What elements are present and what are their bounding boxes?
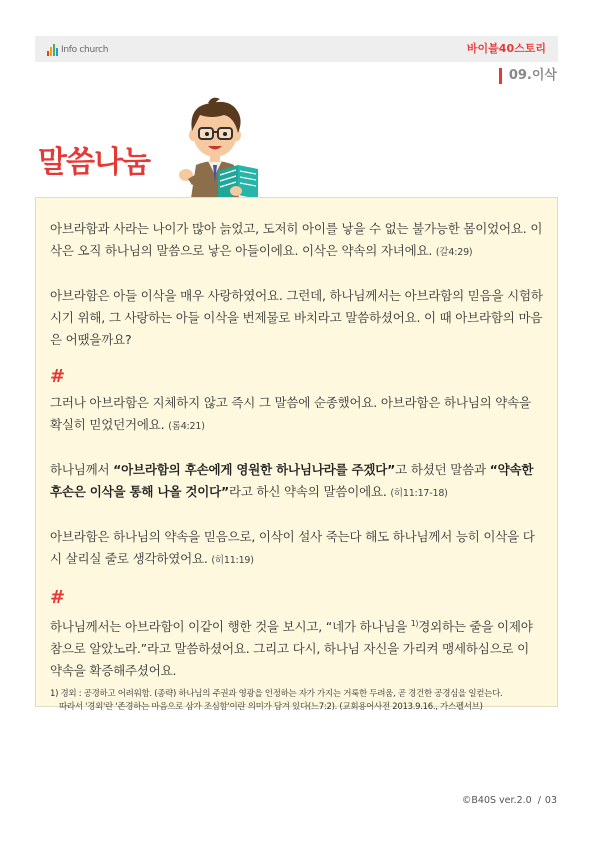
footnote-line-1: 1) 경외 : 공경하고 어려워함. (종략) 하나님의 주권과 영광을 인정하는 자가 가지는 거룩한 두려움, 곧 경건한 공경심을 일컫는다. <box>50 689 503 700</box>
boy-reading-book-illustration <box>168 95 263 205</box>
page-footer <box>462 795 557 806</box>
quote-promised-descendant: “약속한 후손은 이삭을 통해 나올 것이다” <box>50 462 534 499</box>
paragraph-2-text: 아브라함은 아들 이삭을 매우 사랑하였어요. 그런데, 하나님께서는 아브라함의 믿음을 시험하시기 위해, 그 사랑하는 아들 이삭을 번제물로 바치라고 말씀하셨어요. 이 때 아브라함의 마음은 어땠을까요? <box>50 288 543 347</box>
paragraph-4-ref: (히11:17-18) <box>390 488 448 499</box>
section-title: 말씀나눔 <box>38 145 150 180</box>
logo-bars-icon <box>47 44 58 56</box>
paragraph-4-mid: 고 하셨던 말씀과 <box>395 462 490 477</box>
logo-text: Info church <box>61 45 109 55</box>
paragraph-5-text: 아브라함은 하나님의 약속을 믿음으로, 이삭이 설사 죽는다 해도 하나님께서 능히 이삭을 다시 살리실 줄로 생각하였어요. <box>50 529 535 566</box>
chapter-accent-bar <box>499 68 502 84</box>
paragraph-3-ref: (롬4:21) <box>168 421 205 432</box>
chapter-title: 09.이삭 <box>508 68 557 83</box>
paragraph-1-text: 아브라함과 사라는 나이가 많아 늙었고, 도저히 아이를 낳을 수 없는 불가능한 몸이었어요. 이삭은 오직 하나님의 말씀으로 낳은 아들이에요. 이삭은 약속의 자녀에요. <box>50 221 543 258</box>
series-title: 바이블40스토리 <box>466 42 546 55</box>
paragraph-4 <box>50 459 543 505</box>
header-bar <box>35 36 558 62</box>
paragraph-5-ref: (히11:19) <box>211 555 254 566</box>
chapter-heading <box>499 68 557 84</box>
scripture-sharing-box <box>35 197 558 713</box>
paragraph-5 <box>50 526 543 572</box>
copyright: ©B40S ver.2.0 <box>461 795 532 806</box>
hash-marker-1: # <box>50 366 66 387</box>
paragraph-2 <box>50 285 543 351</box>
paragraph-3 <box>50 392 543 438</box>
paragraph-1-ref: (갈4:29) <box>435 247 473 258</box>
footnote <box>50 688 543 714</box>
paragraph-1 <box>50 218 543 264</box>
page-number: 03 <box>544 795 557 806</box>
paragraph-4-pre: 하나님께서 <box>50 462 114 477</box>
paragraph-6-post: 경외하는 줄을 이제야 참으로 알았노라.”라고 말씀하셨어요. 그리고 다시, 하나님 자신을 가리켜 맹세하심으로 이 약속을 확증해주셨어요. <box>50 619 533 679</box>
quote-eternal-kingdom: “아브라함의 후손에게 영원한 하나님나라를 주겠다” <box>113 462 396 477</box>
footer-separator: / <box>537 795 541 806</box>
paragraph-4-post: 라고 하신 약속의 말씀이에요. <box>229 484 387 499</box>
hash-marker-2: # <box>50 587 66 608</box>
footnote-line-2: 따라서 '경외'란 '존경하는 마음으로 삼가 조심함'이란 의미가 담겨 있다(느7:2). (교회용어사전 2013.9.16., 가스펠서브) <box>59 702 483 713</box>
paragraph-6-pre: 하나님께서는 아브라함이 이같이 행한 것을 보시고, “네가 하나님을 <box>50 619 411 635</box>
footnote-marker: 1) <box>410 619 419 628</box>
paragraph-3-text: 그러나 아브라함은 지체하지 않고 즉시 그 말씀에 순종했어요. 아브라함은 하나님의 약속을 확실히 믿었던거에요. <box>50 395 531 432</box>
paragraph-6 <box>50 613 543 682</box>
logo <box>47 43 108 56</box>
